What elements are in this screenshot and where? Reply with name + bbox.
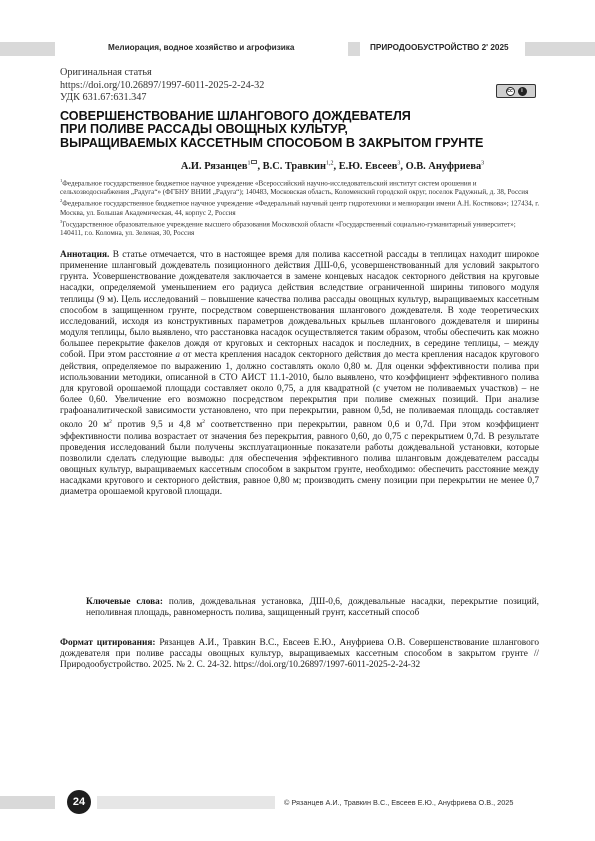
header-bar-left xyxy=(0,42,55,56)
affiliation-item xyxy=(60,218,540,238)
abstract-text: В статье отмечается, что в настоящее время для полива кассетной рассады в теплицах находит широкое применение шланговый дождеватель позиционного действия ДШ-0,6, усовершенствованный для условий закрытого грунта. Усовершенствование дождевателя заключается в замене концевых насадок секторного действия на круговые насадки, определяемой уменьшением его радиуса действия вследствие ограниченной ширины типового модуля теплицы (9 м). Цель исследований – повышение качества полива рассады овощных культур, выращиваемых кассетным способом в защищенном грунте, посредством совершенствования шлангового дождевателя. В ходе теоретических исследований, исходя из конструктивных параметров дождевальных крыльев шлангового дождевателя и ширины модуля теплицы, было выявлено, что расстановка насадок осуществляется таким образом, чтобы обеспечить как можно большее перекрытие факелов дождя от круговых и секторных насадок и последних, в середине теплицы, – между собой. При этом расстояние xyxy=(60,250,540,361)
affiliation-number: 2 xyxy=(60,198,63,204)
affiliation-number: 3 xyxy=(60,218,63,224)
article-meta xyxy=(60,67,264,105)
affiliation-text: Федеральное государственное бюджетное научное учреждение «Федеральный научный центр гидротехники и мелиорации имени А.Н. Костякова»; 127434, г. Москва, ул. Большая Академическая, 44, корпус 2, Россия xyxy=(60,199,540,217)
running-header xyxy=(0,42,595,56)
author-name: Е.Ю. Евсеев xyxy=(338,161,398,172)
article-title xyxy=(60,110,540,150)
header-section-title: Мелиорация, водное хозяйство и агрофизика xyxy=(108,43,295,52)
title-line-2: ПРИ ПОЛИВЕ РАССАДЫ ОВОЩНЫХ КУЛЬТУР, xyxy=(60,122,348,137)
keywords-text: полив, дождевальная установка, ДШ-0,6, дождевальные насадки, перекрытие позиций, неполивная площадь, равномерность полива, защищенный грунт, кассетный способ xyxy=(86,597,539,619)
author-affil-ref: 1 xyxy=(247,160,251,167)
footer-bar-mid xyxy=(97,796,275,809)
author-affil-ref: 3 xyxy=(397,160,401,167)
abstract-sup: 2 xyxy=(109,419,112,426)
abstract-text: против 9,5 и 4,8 м xyxy=(111,420,203,431)
title-line-1: СОВЕРШЕНСТВОВАНИЕ ШЛАНГОВОГО ДОЖДЕВАТЕЛЯ xyxy=(60,109,411,123)
author-name: А.И. Рязанцев xyxy=(180,161,248,172)
udc-code: УДК 631.67:631.347 xyxy=(60,92,147,104)
doi-link[interactable]: https://doi.org/10.26897/1997-6011-2025-2-24-32 xyxy=(60,79,265,91)
citation-text: Рязанцев А.И., Травкин В.С., Евсеев Е.Ю., Ануфриева О.В. Совершенствование шлангового дождевателя при поливе рассады овощных культур, выращиваемых кассетным способом в закрытом грунте // Природообустройство. 2025. № 2. С. 24-32. https://doi.org/10.26897/1997-6011-2025-2-24-32 xyxy=(60,638,540,671)
keywords xyxy=(86,597,539,619)
abstract-label: Аннотация. xyxy=(60,250,110,260)
author-affil-ref: 1,2 xyxy=(325,160,334,167)
attribution-icon: i xyxy=(518,87,527,96)
cc-icon: cc xyxy=(507,87,513,94)
mail-icon[interactable] xyxy=(251,160,257,164)
footer-copyright: © Рязанцев А.И., Травкин В.С., Евсеев Е.Ю., Ануфриева О.В., 2025 xyxy=(284,798,514,807)
author-list: А.И. Рязанцев$^1$ , В.С. Травкин$^{1,2}$, Е.Ю. Евсеев$^3$, О.В. Ануфриева$^3$ xyxy=(180,160,485,172)
abstract-symbol: a xyxy=(175,350,181,361)
page-number: 24 xyxy=(67,790,91,814)
article-type: Оригинальная статья xyxy=(60,67,152,78)
abstract xyxy=(60,250,539,499)
affiliation-number: 1 xyxy=(60,178,63,183)
author-name: О.В. Ануфриева xyxy=(405,161,482,172)
header-bar-right xyxy=(525,42,595,56)
author-affil-ref: 3 xyxy=(481,160,485,167)
citation-label: Формат цитирования: xyxy=(60,638,156,648)
affiliation-item xyxy=(60,177,540,197)
keywords-label: Ключевые слова: xyxy=(86,597,163,607)
footer-bar-left xyxy=(0,796,55,809)
affiliation-text: Федеральное государственное бюджетное научное учреждение «Всероссийский научно-исследовательский институт систем орошения и сельхозводоснабжения „Радуга“» (ФГБНУ ВНИИ „Радуга“); 140483, Московская область, Коломенский городской округ, поселок Радужный, д. 38, Россия xyxy=(60,179,529,197)
citation xyxy=(60,638,539,671)
cc-by-icon[interactable] xyxy=(496,84,536,98)
abstract-text: от места крепления насадок секторного действия до места крепления насадок кругового действия, определяемое по выражению 1, должно составлять около 0,80 м. Для оценки эффективности полива при использовании методики, описанной в СТО АИСТ 11.1-2010, было выявлено, что коэффициент эффективного полива для круговой орошаемой площади составляет около 0,75, а для квадратной (с учетом не поливаемых участков) – не более 0,60. Увеличение его возможно посредством перекрытия при поливе смежных позиций. При анализе графоаналитической зависимости установлено, что при перекрытии, равном 0,5d, не поливаемая площадь составляет около 20 м xyxy=(60,350,540,431)
header-journal-issue: ПРИРОДООБУСТРОЙСТВО 2' 2025 xyxy=(370,43,509,52)
affiliation-text: Государственное образовательное учреждение высшего образования Московской области «Государственный социально-гуманитарный университет»; 140411, г.о. Коломна, ул. Зеленая, 30, Россия xyxy=(60,220,516,237)
affiliation-item xyxy=(60,197,540,217)
page-footer xyxy=(0,790,595,812)
title-line-3: ВЫРАЩИВАЕМЫХ КАССЕТНЫМ СПОСОБОМ В ЗАКРЫТОМ ГРУНТЕ xyxy=(60,135,484,150)
header-bar-mid xyxy=(348,42,360,56)
abstract-text: соответственно при перекрытии, равном 0,6 и 0,7d. При этом коэффициент эффективности полива возрастает от значения без перекрытия, равного 0,60, до 0,75 с перекрытием 0,7d. В результате проведения исследований были получены эксплуатационные показатели работы дождевальной установки, которые позволили сделать следующие выводы: для обеспечения эффективного полива шланговым дождевателем рассады овощных культур, выращиваемых кассетным способом в закрытом грунте, необходимо: обеспечить расстояние между насадками кругового и секторного действия, равное 0,80 м; производить смену позиции при перекрытии не менее 0,7 диаметра орошаемой круговой площади. xyxy=(60,420,539,498)
author-name: В.С. Травкин xyxy=(262,161,326,172)
affiliations xyxy=(60,177,540,238)
abstract-sup: 2 xyxy=(202,419,206,426)
